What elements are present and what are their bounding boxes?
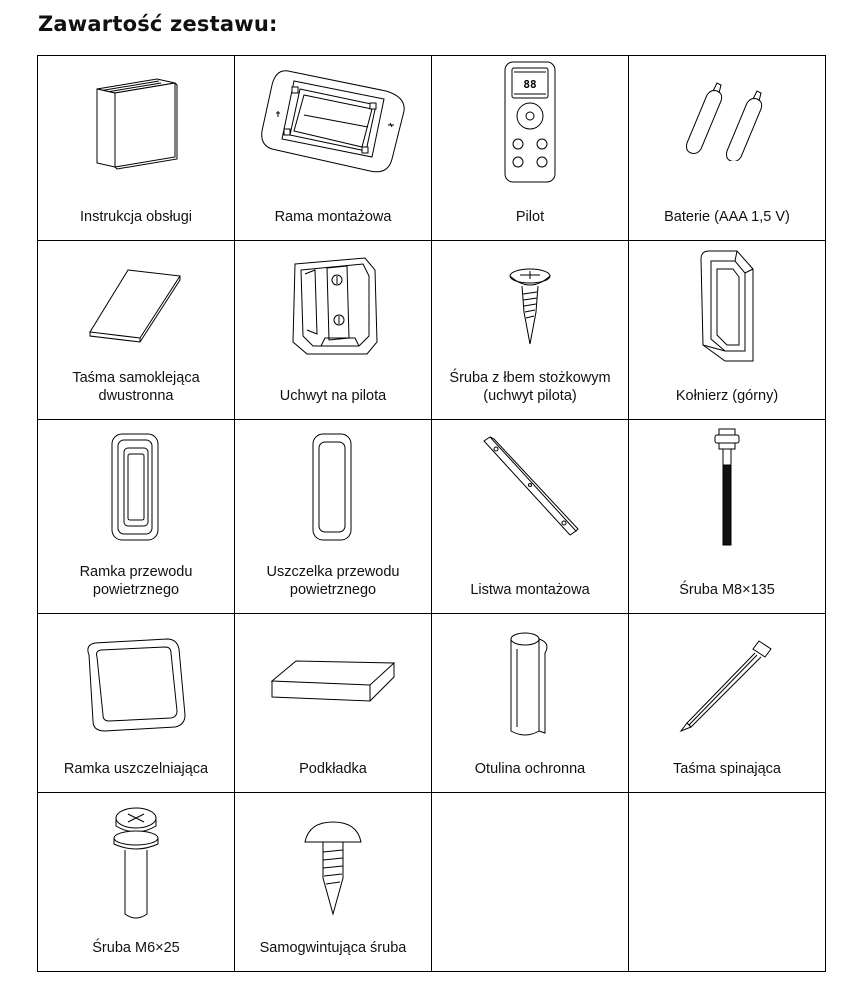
part-label: Podkładka (299, 761, 367, 777)
part-cell (235, 793, 432, 972)
part-cell (38, 241, 235, 420)
part-cell (38, 614, 235, 793)
part-cell (629, 56, 826, 241)
pad-icon (268, 655, 398, 715)
sealing-frame-icon (81, 635, 191, 735)
part-cell (432, 56, 629, 241)
part-label: Instrukcja obsługi (79, 209, 193, 225)
remote-holder-icon (285, 254, 381, 358)
part-cell (432, 420, 629, 614)
part-cell (235, 420, 432, 614)
part-label: Śruba M8×135 (679, 582, 775, 598)
part-label: Taśma samoklejąca dwustronna (72, 370, 200, 404)
page-title: Zawartość zestawu: (38, 12, 278, 36)
countersunk-screw-icon (505, 264, 555, 348)
remote-icon (502, 60, 558, 184)
part-label: Baterie (AAA 1,5 V) (664, 209, 790, 225)
part-label: Uchwyt na pilota (279, 388, 387, 404)
part-cell (432, 241, 629, 420)
empty-cell (629, 793, 826, 972)
mounting-frame-icon (258, 65, 408, 177)
part-label: Ramka uszczelniająca (63, 761, 209, 777)
part-cell (38, 420, 235, 614)
part-cell (629, 420, 826, 614)
self-tapping-screw-icon (301, 818, 365, 918)
part-cell (432, 614, 629, 793)
part-cell (235, 614, 432, 793)
part-label: Listwa montażowa (470, 582, 590, 598)
part-label: Taśma spinająca (673, 761, 781, 777)
part-label: Śruba z łbem stożkowym (uchwyt pilota) (449, 370, 611, 404)
cable-tie-icon (677, 635, 777, 735)
part-cell (38, 56, 235, 241)
parts-table (37, 55, 826, 972)
part-label: Otulina ochronna (474, 761, 586, 777)
svg-text:88: 88 (523, 78, 537, 91)
empty-cell (432, 793, 629, 972)
part-label: Uszczelka przewodu powietrznego (266, 564, 400, 598)
batteries-icon (677, 81, 777, 161)
part-label: Śruba M6×25 (92, 940, 180, 956)
flange-icon (697, 247, 757, 365)
bolt-m6-icon (111, 804, 161, 924)
part-cell (38, 793, 235, 972)
part-cell (235, 241, 432, 420)
part-label: Ramka przewodu powietrznego (79, 564, 193, 598)
part-cell (629, 241, 826, 420)
part-label: Pilot (515, 209, 545, 225)
part-cell (235, 56, 432, 241)
duct-gasket-icon (309, 430, 357, 544)
mounting-strip-icon (480, 435, 580, 543)
protective-sleeve-icon (505, 629, 555, 737)
duct-frame-icon (108, 430, 164, 544)
part-cell (629, 614, 826, 793)
part-label: Kołnierz (górny) (675, 388, 779, 404)
bolt-m8-icon (707, 427, 747, 547)
part-label: Samogwintująca śruba (259, 940, 407, 956)
adhesive-tape-icon (86, 266, 186, 346)
manual-icon (91, 71, 181, 171)
part-label: Rama montażowa (274, 209, 392, 225)
